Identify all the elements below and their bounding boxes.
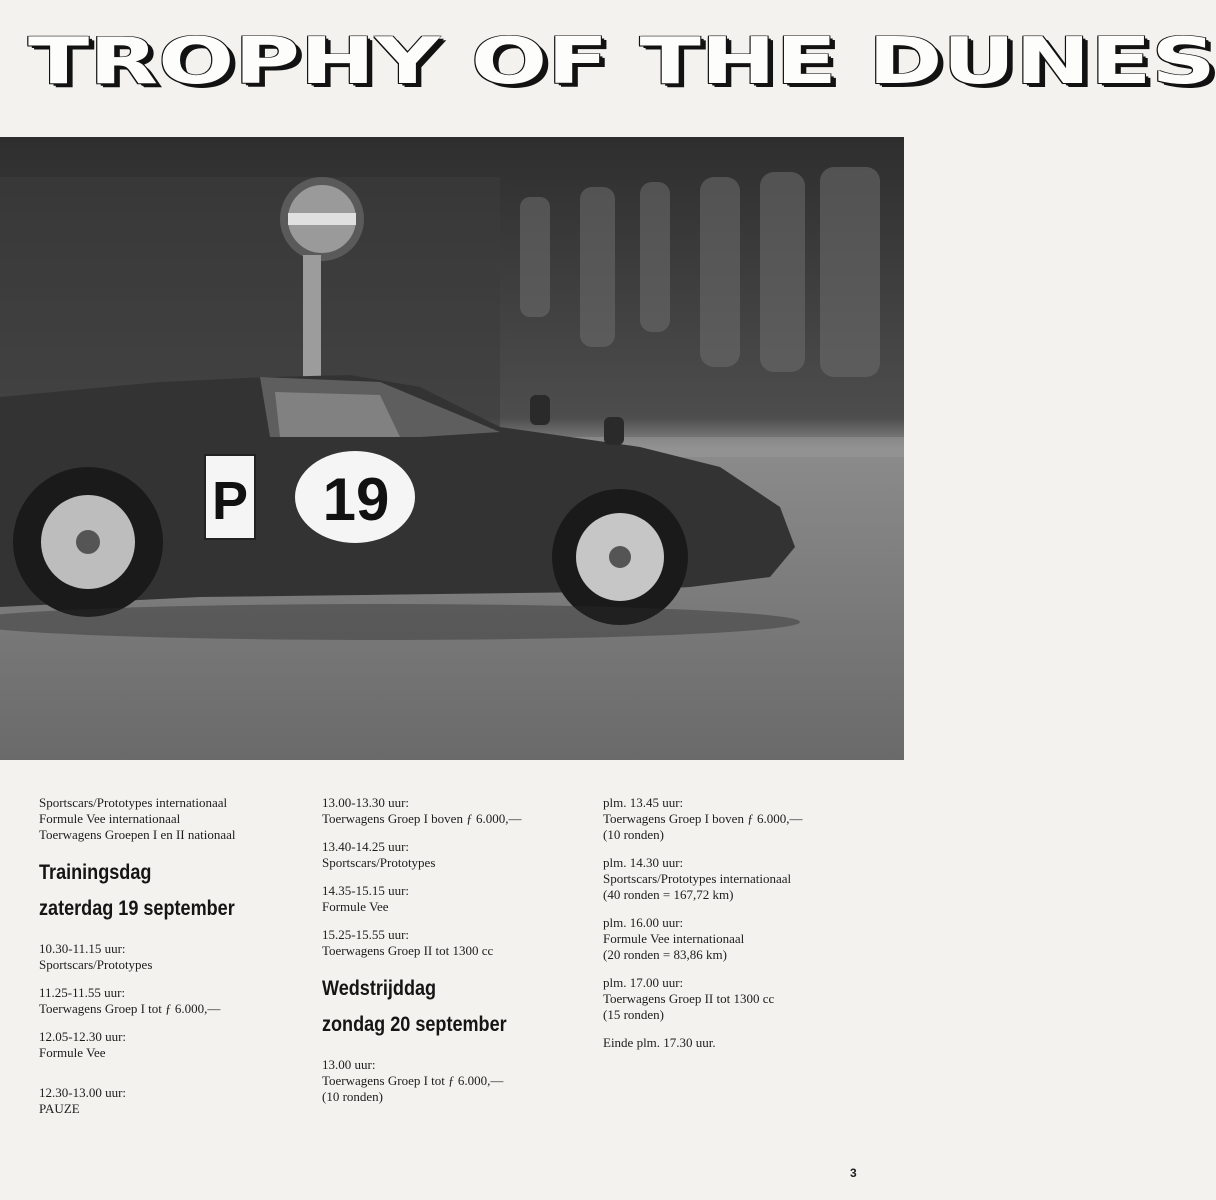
column-left	[39, 795, 299, 1129]
race-heading-line2: zondag 20 september	[322, 1013, 507, 1036]
schedule-entry	[39, 1029, 299, 1061]
entry-time: 12.30-13.00 uur:	[39, 1085, 127, 1100]
training-heading-line1: Trainingsdag	[39, 861, 152, 884]
schedule-entry	[322, 883, 592, 915]
entry-line: Sportscars/Prototypes	[322, 855, 436, 870]
schedule-entry	[603, 975, 893, 1023]
schedule-entry	[39, 1085, 299, 1117]
front-wheel	[552, 489, 688, 625]
entry-time: 13.00 uur:	[322, 1057, 376, 1072]
schedule-end: Einde plm. 17.30 uur.	[603, 1035, 716, 1050]
entry-time: plm. 13.45 uur:	[603, 795, 684, 810]
schedule-entry	[322, 839, 592, 871]
entry-line: PAUZE	[39, 1101, 80, 1116]
entry-line: (40 ronden = 167,72 km)	[603, 887, 734, 902]
schedule-entry	[322, 1057, 592, 1105]
entry-time: 12.05-12.30 uur:	[39, 1029, 127, 1044]
entry-line: Toerwagens Groep II tot 1300 cc	[603, 991, 775, 1006]
entry-time: 13.40-14.25 uur:	[322, 839, 410, 854]
schedule-entry	[322, 927, 592, 959]
entry-time: 13.00-13.30 uur:	[322, 795, 410, 810]
entry-time: 10.30-11.15 uur:	[39, 941, 126, 956]
page-number: 3	[850, 1166, 857, 1180]
category-item: Formule Vee internationaal	[39, 811, 181, 826]
race-heading	[322, 977, 592, 1037]
schedule-entry	[603, 855, 893, 903]
race-car-illustration	[0, 137, 904, 760]
entry-time: 15.25-15.55 uur:	[322, 927, 410, 942]
schedule-entry	[322, 795, 592, 827]
schedule-entry	[603, 915, 893, 963]
categories	[39, 795, 299, 843]
entry-line: Formule Vee	[322, 899, 389, 914]
entry-line: (20 ronden = 83,86 km)	[603, 947, 727, 962]
car-number: 19	[322, 466, 390, 533]
entry-time: plm. 16.00 uur:	[603, 915, 684, 930]
schedule-entry	[603, 795, 893, 843]
entry-time: 11.25-11.55 uur:	[39, 985, 126, 1000]
entry-line: Toerwagens Groep I boven ƒ 6.000,—	[322, 811, 522, 826]
entry-line: (15 ronden)	[603, 1007, 665, 1022]
entry-line: (10 ronden)	[603, 827, 665, 842]
entry-time: plm. 17.00 uur:	[603, 975, 684, 990]
entry-line: Toerwagens Groep I tot ƒ 6.000,—	[322, 1073, 504, 1088]
entry-line: Sportscars/Prototypes	[39, 957, 153, 972]
entry-line: Formule Vee internationaal	[603, 931, 745, 946]
category-item: Sportscars/Prototypes internationaal	[39, 795, 228, 810]
entry-line: Toerwagens Groep I tot ƒ 6.000,—	[39, 1001, 221, 1016]
entry-line: Toerwagens Groep I boven ƒ 6.000,—	[603, 811, 803, 826]
schedule-entry	[39, 941, 299, 973]
training-heading	[39, 861, 299, 921]
entry-time: plm. 14.30 uur:	[603, 855, 684, 870]
rear-wheel	[13, 467, 163, 617]
entry-line: Sportscars/Prototypes internationaal	[603, 871, 792, 886]
category-item: Toerwagens Groepen I en II nationaal	[39, 827, 236, 842]
training-heading-line2: zaterdag 19 september	[39, 897, 235, 920]
column-middle	[322, 795, 592, 1117]
race-heading-line1: Wedstrijddag	[322, 977, 437, 1000]
page-title: TROPHY OF THE DUNES	[28, 24, 1216, 99]
race-car-photo	[0, 137, 904, 760]
entry-line: Toerwagens Groep II tot 1300 cc	[322, 943, 494, 958]
schedule-entry	[39, 985, 299, 1017]
entry-line: (10 ronden)	[322, 1089, 384, 1104]
entry-time: 14.35-15.15 uur:	[322, 883, 410, 898]
class-letter: P	[211, 471, 249, 531]
column-right	[603, 795, 893, 1051]
entry-line: Formule Vee	[39, 1045, 106, 1060]
